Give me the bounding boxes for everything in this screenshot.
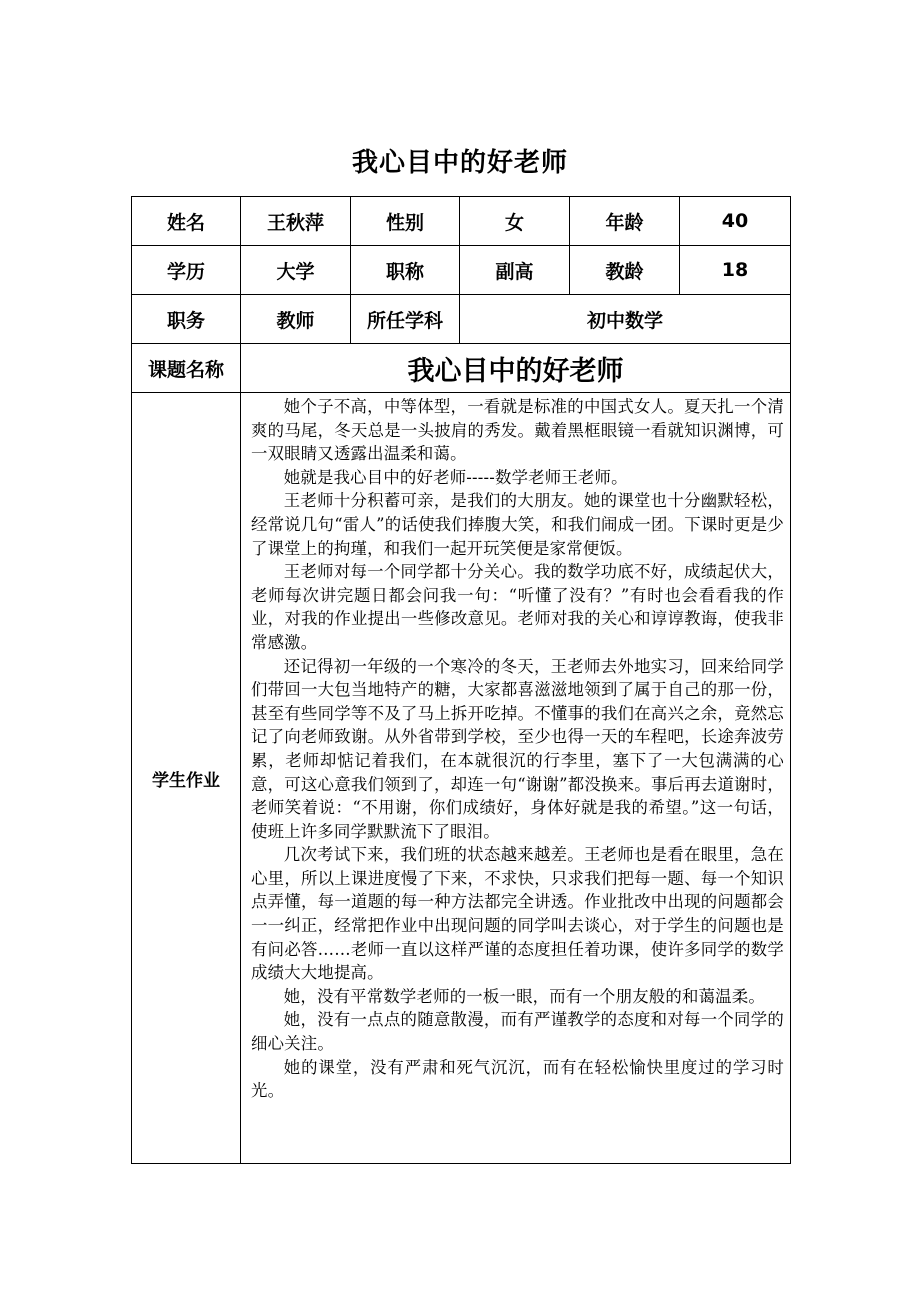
essay-paragraph: 她就是我心目中的好老师-----数学老师王老师。 [283,467,628,487]
document-title: 我心目中的好老师 [351,148,568,178]
homework-label: 学生作业 [132,393,241,1164]
essay-paragraph: 她，没有平常数学老师的一板一眼，而有一个朋友般的和蔼温柔。 [283,986,765,1006]
essay-paragraph: 王老师十分积蓄可亲，是我们的大朋友。她的课堂也十分幽默轻松，经常说几句“雷人”的话使我们捧腹大笑，和我们闹成一团。下课时更是少了课堂上的拘瑾，和我们一起开玩笑便是家常便饭。 [251,491,784,558]
rank-label: 职称 [351,246,460,295]
homework-essay [241,393,791,1164]
info-row-3 [132,295,791,344]
position-value: 教师 [241,295,351,344]
essay-paragraph: 她，没有一点点的随意散漫，而有严谨教学的态度和对每一个同学的细心关注。 [251,1010,784,1054]
essay-paragraph: 她个子不高，中等体型，一看就是标准的中国式女人。夏天扎一个清爽的马尾，冬天总是一头披肩的秀发。戴着黑框眼镜一看就知识渊博，可一双眼睛又透露出温柔和蔼。 [251,397,784,464]
subject-value: 初中数学 [460,295,791,344]
age-value: 40 [680,197,791,246]
info-row-1 [132,197,791,246]
homework-row [132,393,791,1164]
essay-paragraph: 她的课堂，没有严肃和死气沉沉，而有在轻松愉快里度过的学习时光。 [251,1057,784,1101]
gender-value: 女 [460,197,570,246]
essay-paragraph: 还记得初一年级的一个寒冷的冬天，王老师去外地实习，回来给同学们带回一大包当地特产的糖，大家都喜滋滋地领到了属于自己的那一份，甚至有些同学等不及了马上拆开吃掉。不懂事的我们在高兴之余，竟然忘记了向老师致谢。从外省带到学校，至少也得一天的车程吧，长途奔波劳累，老师却惦记着我们，在本就很沉的行李里，塞下了一大包满满的心意，可这心意我们领到了，却连一句“谢谢”都没换来。事后再去道谢时，老师笑着说：“不用谢，你们成绩好，身体好就是我的希望。”这一句话，使班上许多同学默默流下了眼泪。 [251,656,784,841]
subject-label: 所任学科 [351,295,460,344]
teaching-years-label: 教龄 [570,246,680,295]
essay-paragraph: 王老师对每一个同学都十分关心。我的数学功底不好，成绩起伏大，老师每次讲完题日都会问我一句：“听懂了没有？”有时也会看看我的作业，对我的作业提出一些修改意见。老师对我的关心和谆谆教诲，使我非常感激。 [251,562,784,652]
age-label: 年龄 [570,197,680,246]
rank-value: 副高 [460,246,570,295]
teaching-years-value: 18 [680,246,791,295]
education-label: 学历 [132,246,241,295]
topic-value: 我心目中的好老师 [241,344,791,393]
education-value: 大学 [241,246,351,295]
gender-label: 性别 [351,197,460,246]
topic-label: 课题名称 [132,344,241,393]
info-row-2 [132,246,791,295]
position-label: 职务 [132,295,241,344]
name-value: 王秋萍 [241,197,351,246]
teacher-info-table [131,196,791,1164]
topic-row [132,344,791,393]
essay-paragraph: 几次考试下来，我们班的状态越来越差。王老师也是看在眼里，急在心里，所以上课进度慢了下来，不求快，只求我们把每一题、每一个知识点弄懂，每一道题的每一种方法都完全讲透。作业批改中出现的问题都会一一纠正，经常把作业中出现问题的同学叫去谈心，对于学生的问题也是有问必答……老师一直以这样严谨的态度担任着功课，使许多同学的数学成绩大大地提高。 [251,845,784,983]
essay-body [251,395,784,1103]
name-label: 姓名 [132,197,241,246]
